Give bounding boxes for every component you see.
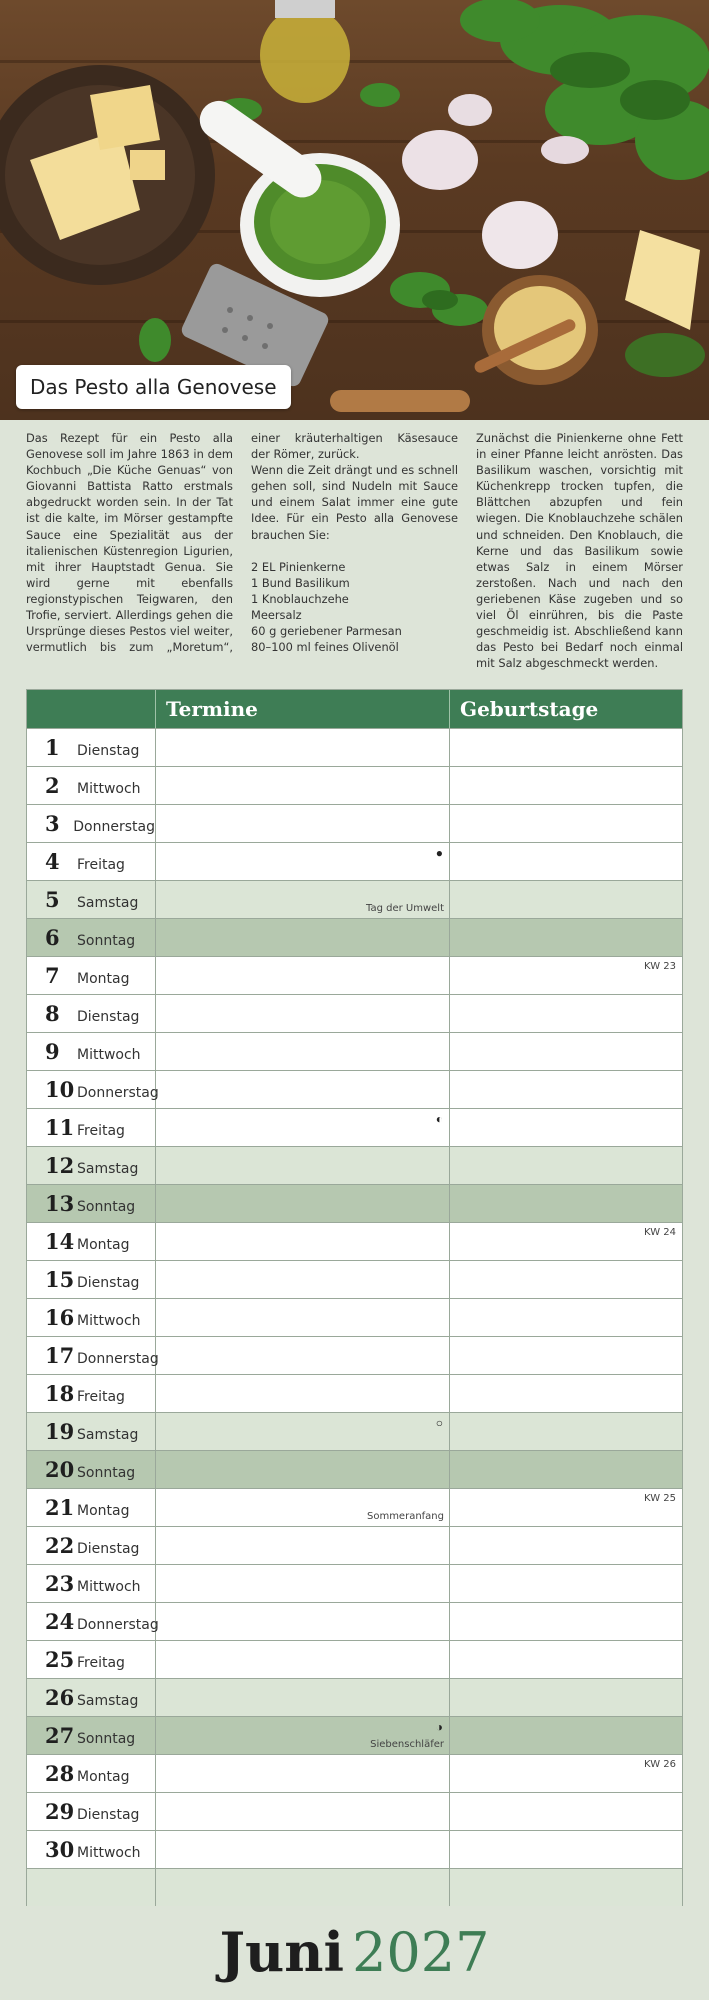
day-cell	[27, 919, 156, 956]
week-number: KW 23	[644, 961, 676, 972]
day-cell	[27, 1603, 159, 1640]
weekday-name: Montag	[77, 1502, 130, 1519]
termine-cell[interactable]	[156, 729, 450, 766]
day-cell	[27, 843, 156, 880]
weekday-name: Samstag	[77, 1692, 139, 1709]
day-number: 29	[45, 1799, 75, 1824]
ingredient-item: 1 Bund Basilikum	[251, 575, 350, 590]
recipe-photo	[0, 0, 709, 420]
weekday-name: Samstag	[77, 1160, 139, 1177]
recipe-paragraph-2: Wenn die Zeit drängt und es schnell gehen soll, sind Nudeln mit Sauce und einem Salat immer eine gute Idee. Für ein Pesto alla Genovese brauchen Sie:	[251, 463, 458, 542]
geburtstage-cell[interactable]	[450, 1565, 682, 1602]
day-number: 16	[45, 1305, 75, 1330]
weekday-name: Dienstag	[77, 1806, 140, 1823]
header-termine: Termine	[156, 690, 450, 728]
geburtstage-cell[interactable]	[450, 1451, 682, 1488]
day-number: 7	[45, 963, 60, 988]
calendar-row	[27, 918, 682, 956]
weekday-name: Sonntag	[77, 932, 136, 949]
termine-cell[interactable]	[156, 1261, 450, 1298]
geburtstage-cell[interactable]	[450, 843, 682, 880]
geburtstage-cell[interactable]	[450, 1375, 682, 1412]
weekday-name: Mittwoch	[77, 780, 141, 797]
geburtstage-cell[interactable]	[450, 1641, 682, 1678]
geburtstage-cell[interactable]	[450, 767, 682, 804]
recipe-paragraph-3: Zunächst die Pinienkerne ohne Fett in einer Pfanne leicht anrösten. Das Basilikum waschen, vorsichtig mit Küchenkrepp trocken tupfen, die Blättchen abzupfen und fein wiegen. Die Knoblauchzehe schälen und schneiden. Den Knoblauch, die Kerne und das Basilikum sowie etwas Salz in einem Mörser zerstoßen. Nach und nach den geriebenen Käse zugeben und so viel Öl einrühren, bis die Paste geschmeidig ist. Abschließend kann das Pesto bei Bedarf noch einmal mit Salz abgeschmeckt werden.	[476, 431, 683, 671]
holiday-note: Sommeranfang	[366, 1511, 444, 1522]
geburtstage-cell[interactable]	[450, 1071, 682, 1108]
weekday-name: Dienstag	[77, 1008, 140, 1025]
calendar-row	[27, 1070, 682, 1108]
day-number: 10	[45, 1077, 75, 1102]
week-number: KW 24	[644, 1227, 676, 1238]
spacer	[251, 543, 458, 559]
day-cell	[27, 1679, 156, 1716]
calendar-row	[27, 1792, 682, 1830]
weekday-name: Freitag	[77, 1388, 125, 1405]
day-number: 25	[45, 1647, 75, 1672]
week-number: KW 25	[644, 1493, 676, 1504]
day-number: 4	[45, 849, 60, 874]
calendar-row	[27, 1868, 682, 1906]
weekday-name: Freitag	[77, 856, 125, 873]
calendar-row	[27, 1450, 682, 1488]
geburtstage-cell[interactable]	[450, 1793, 682, 1830]
month-title	[0, 1920, 709, 1985]
termine-cell[interactable]	[156, 1603, 450, 1640]
geburtstage-cell[interactable]	[450, 919, 682, 956]
day-cell	[27, 1869, 156, 1906]
day-number: 30	[45, 1837, 75, 1862]
ingredient-item: 80–100 ml feines Olivenöl	[251, 640, 399, 655]
day-cell	[27, 1033, 156, 1070]
day-cell	[27, 1641, 156, 1678]
termine-cell[interactable]	[156, 1489, 450, 1526]
month-name: Juni	[219, 1920, 345, 1984]
recipe-text	[26, 430, 683, 675]
termine-cell[interactable]	[156, 1375, 450, 1412]
day-number: 23	[45, 1571, 75, 1596]
termine-cell[interactable]	[156, 1299, 450, 1336]
day-cell	[27, 1755, 156, 1792]
day-cell	[27, 1147, 156, 1184]
day-number: 14	[45, 1229, 75, 1254]
moon-phase-icon: ◑	[435, 1720, 443, 1734]
day-number: 6	[45, 925, 60, 950]
day-number: 19	[45, 1419, 75, 1444]
ingredient-item: 1 Knoblauchzehe	[251, 591, 349, 606]
termine-cell[interactable]	[156, 995, 450, 1032]
calendar-row	[27, 1260, 682, 1298]
day-cell	[27, 1261, 156, 1298]
geburtstage-cell[interactable]	[450, 1489, 682, 1526]
weekday-name: Dienstag	[77, 742, 140, 759]
recipe-title	[16, 365, 291, 409]
day-cell	[27, 1413, 156, 1450]
day-number: 13	[45, 1191, 75, 1216]
day-cell	[27, 1831, 156, 1868]
termine-cell[interactable]	[156, 1831, 450, 1868]
geburtstage-cell[interactable]	[450, 1147, 682, 1184]
geburtstage-cell[interactable]	[450, 1603, 682, 1640]
ingredient-item: Meersalz	[251, 607, 302, 622]
calendar-row	[27, 880, 682, 918]
termine-cell[interactable]	[156, 1071, 450, 1108]
weekday-name: Mittwoch	[77, 1046, 141, 1063]
calendar-row	[27, 1184, 682, 1222]
geburtstage-cell[interactable]	[450, 1261, 682, 1298]
day-cell	[27, 1793, 156, 1830]
weekday-name: Donnerstag	[77, 1084, 159, 1101]
geburtstage-cell[interactable]	[450, 1755, 682, 1792]
geburtstage-cell[interactable]	[450, 1109, 682, 1146]
calendar-row	[27, 1564, 682, 1602]
weekday-name: Samstag	[77, 894, 139, 911]
weekday-name: Mittwoch	[77, 1312, 141, 1329]
calendar-row	[27, 1374, 682, 1412]
holiday-note: Tag der Umwelt	[366, 903, 444, 914]
recipe-paragraph-1: Das Rezept für ein Pesto alla Genovese soll im Jahre 1863 in dem Kochbuch „Die Küche Genuas“ von Giovanni Battista Ratto erstmals abgedruckt worden sein. In der Tat ist die kalte, im Mörser gestampfte Sauce eine Spezialität aus der italienischen Küstenregion Ligurien, mit ihrer Hauptstadt Genua. Sie wird gerne mit ebenfalls regionstypischen Teigwaren, den Trofie, serviert. Allerdings gehen die Ursprünge dieses Pestos viel weiter, vermutlich bis zum „Moretum“, einer kräuterhaltigen Käsesauce der Römer, zurück.	[26, 431, 458, 655]
ingredient-item: 60 g geriebener Parmesan	[251, 624, 402, 639]
weekday-name: Donnerstag	[77, 1350, 159, 1367]
day-number: 1	[45, 735, 60, 760]
day-number: 24	[45, 1609, 75, 1634]
termine-cell[interactable]	[156, 1413, 450, 1450]
termine-cell[interactable]	[156, 1337, 450, 1374]
calendar-row	[27, 1108, 682, 1146]
day-number: 26	[45, 1685, 75, 1710]
calendar-row	[27, 766, 682, 804]
day-cell	[27, 1071, 159, 1108]
day-cell	[27, 995, 156, 1032]
termine-cell[interactable]	[156, 1109, 450, 1146]
termine-cell[interactable]	[156, 1717, 450, 1754]
geburtstage-cell[interactable]	[450, 1299, 682, 1336]
geburtstage-cell[interactable]	[450, 1679, 682, 1716]
day-number: 21	[45, 1495, 75, 1520]
weekday-name: Sonntag	[77, 1198, 136, 1215]
day-number: 2	[45, 773, 60, 798]
calendar-row	[27, 1336, 682, 1374]
header-geburtstage: Geburtstage	[460, 697, 599, 721]
calendar-row	[27, 1754, 682, 1792]
weekday-name: Dienstag	[77, 1540, 140, 1557]
day-cell	[27, 1185, 156, 1222]
day-number: 8	[45, 1001, 60, 1026]
day-cell	[27, 1565, 156, 1602]
calendar-row	[27, 1602, 682, 1640]
calendar-row	[27, 994, 682, 1032]
weekday-name: Montag	[77, 1768, 130, 1785]
geburtstage-cell[interactable]	[450, 805, 682, 842]
geburtstage-cell[interactable]	[450, 1185, 682, 1222]
day-number: 12	[45, 1153, 75, 1178]
ingredient-item: 2 EL Pinienkerne	[251, 559, 346, 574]
geburtstage-cell[interactable]	[450, 1033, 682, 1070]
termine-cell[interactable]	[156, 919, 450, 956]
header-day-column	[27, 690, 156, 728]
termine-cell[interactable]	[156, 805, 450, 842]
day-cell	[27, 805, 156, 842]
geburtstage-cell[interactable]	[450, 1413, 682, 1450]
pesto-illustration	[0, 0, 709, 420]
calendar-row	[27, 956, 682, 994]
weekday-name: Samstag	[77, 1426, 139, 1443]
calendar-header	[27, 690, 682, 728]
day-cell	[27, 1527, 156, 1564]
geburtstage-cell[interactable]	[450, 1717, 682, 1754]
day-cell	[27, 1299, 156, 1336]
weekday-name: Montag	[77, 970, 130, 987]
weekday-name: Sonntag	[77, 1464, 136, 1481]
day-number: 5	[45, 887, 60, 912]
termine-cell[interactable]	[156, 1869, 450, 1906]
geburtstage-cell[interactable]	[450, 881, 682, 918]
day-cell	[27, 1223, 156, 1260]
calendar-row	[27, 1488, 682, 1526]
ingredient-list	[251, 559, 458, 656]
geburtstage-cell[interactable]	[450, 729, 682, 766]
day-number: 20	[45, 1457, 75, 1482]
day-cell	[27, 881, 156, 918]
calendar-row	[27, 1830, 682, 1868]
termine-cell[interactable]	[156, 1185, 450, 1222]
calendar-row	[27, 1146, 682, 1184]
termine-cell[interactable]	[156, 881, 450, 918]
calendar-row	[27, 1222, 682, 1260]
weekday-name: Mittwoch	[77, 1844, 141, 1861]
day-cell	[27, 767, 156, 804]
calendar-row	[27, 842, 682, 880]
termine-cell[interactable]	[156, 1755, 450, 1792]
weekday-name: Donnerstag	[73, 818, 155, 835]
calendar-row	[27, 1640, 682, 1678]
geburtstage-cell[interactable]	[450, 1869, 682, 1906]
weekday-name: Mittwoch	[77, 1578, 141, 1595]
termine-cell[interactable]	[156, 843, 450, 880]
week-number: KW 26	[644, 1759, 676, 1770]
holiday-note: Siebenschläfer	[370, 1739, 444, 1750]
termine-cell[interactable]	[156, 1565, 450, 1602]
day-cell	[27, 1337, 159, 1374]
calendar-row	[27, 1298, 682, 1336]
day-cell	[27, 1375, 156, 1412]
calendar-row	[27, 728, 682, 766]
day-cell	[27, 1451, 156, 1488]
termine-cell[interactable]	[156, 1527, 450, 1564]
day-number: 17	[45, 1343, 75, 1368]
termine-cell[interactable]	[156, 1793, 450, 1830]
moon-phase-icon: ●	[435, 846, 443, 860]
weekday-name: Sonntag	[77, 1730, 136, 1747]
termine-cell[interactable]	[156, 1641, 450, 1678]
calendar-row	[27, 1526, 682, 1564]
weekday-name: Freitag	[77, 1654, 125, 1671]
day-cell	[27, 1109, 156, 1146]
termine-cell[interactable]	[156, 1033, 450, 1070]
moon-phase-icon: ◐	[435, 1112, 443, 1126]
termine-cell[interactable]	[156, 1451, 450, 1488]
weekday-name: Donnerstag	[77, 1616, 159, 1633]
calendar-table	[26, 689, 683, 1906]
spacer	[251, 655, 458, 671]
day-cell	[27, 1717, 156, 1754]
geburtstage-cell[interactable]	[450, 957, 682, 994]
termine-cell[interactable]	[156, 957, 450, 994]
day-number: 9	[45, 1039, 60, 1064]
month-year: 2027	[352, 1921, 490, 1984]
termine-cell[interactable]	[156, 767, 450, 804]
weekday-name: Montag	[77, 1236, 130, 1253]
geburtstage-cell[interactable]	[450, 995, 682, 1032]
termine-cell[interactable]	[156, 1223, 450, 1260]
termine-cell[interactable]	[156, 1679, 450, 1716]
weekday-name: Freitag	[77, 1122, 125, 1139]
day-number: 22	[45, 1533, 75, 1558]
geburtstage-cell[interactable]	[450, 1223, 682, 1260]
day-cell	[27, 957, 156, 994]
day-number: 15	[45, 1267, 75, 1292]
weekday-name: Dienstag	[77, 1274, 140, 1291]
day-number: 11	[45, 1115, 75, 1140]
moon-phase-icon: ○	[435, 1416, 443, 1430]
calendar-rows	[27, 728, 682, 1906]
day-cell	[27, 729, 156, 766]
day-cell	[27, 1489, 156, 1526]
calendar-row	[27, 1716, 682, 1754]
geburtstage-cell[interactable]	[450, 1337, 682, 1374]
calendar-row	[27, 804, 682, 842]
calendar-row	[27, 1678, 682, 1716]
day-number: 28	[45, 1761, 75, 1786]
day-number: 18	[45, 1381, 75, 1406]
geburtstage-cell[interactable]	[450, 1831, 682, 1868]
recipe-title-text: Das Pesto alla Genovese	[30, 375, 277, 399]
geburtstage-cell[interactable]	[450, 1527, 682, 1564]
day-number: 3	[45, 811, 60, 836]
day-number: 27	[45, 1723, 75, 1748]
calendar-row	[27, 1412, 682, 1450]
calendar-row	[27, 1032, 682, 1070]
termine-cell[interactable]	[156, 1147, 450, 1184]
